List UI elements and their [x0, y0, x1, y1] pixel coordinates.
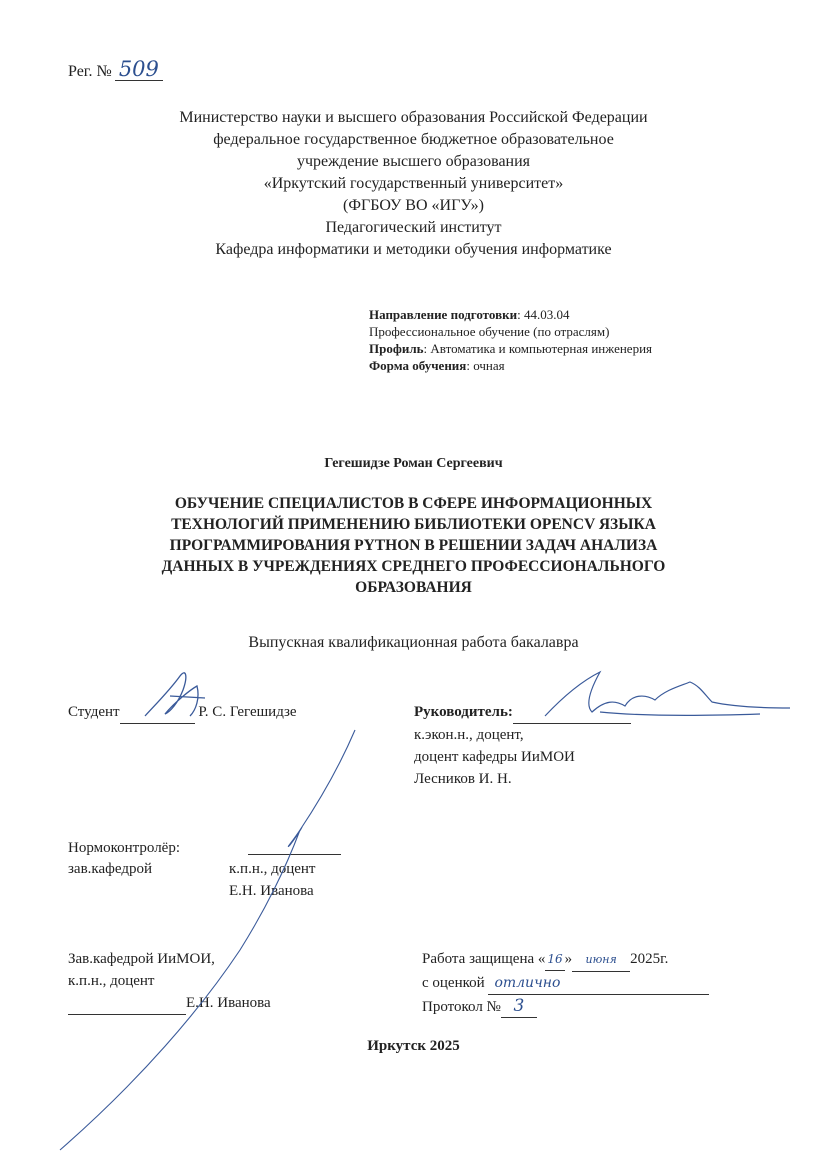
- defense-label: Работа защищена «: [422, 951, 546, 967]
- grade-label: с оценкой: [422, 975, 485, 991]
- student-line: [68, 701, 297, 724]
- protocol-number: 3: [501, 995, 537, 1018]
- thesis-title: [0, 493, 827, 598]
- direction-code: : 44.03.04: [517, 307, 570, 322]
- defense-quote-close: »: [564, 951, 573, 967]
- organization-header: [0, 107, 827, 261]
- form-value: : очная: [466, 358, 505, 373]
- defense-year: 2025г.: [630, 951, 669, 967]
- protocol-label: Протокол №: [422, 999, 501, 1015]
- normcontrol-signature: [60, 730, 355, 1150]
- normcontrol-degree: к.п.н., доцент: [229, 861, 316, 877]
- title-line: ДАННЫХ В УЧРЕЖДЕНИЯХ СРЕДНЕГО ПРОФЕССИОНАЛЬНОГО: [161, 558, 666, 575]
- profile-label: Профиль: [369, 341, 424, 356]
- org-line-university: «Иркутский государственный университет»: [263, 175, 564, 192]
- title-line: ОБУЧЕНИЕ СПЕЦИАЛИСТОВ В СФЕРЕ ИНФОРМАЦИОННЫХ: [174, 495, 653, 512]
- student-label: Студент: [68, 704, 120, 720]
- title-line: ТЕХНОЛОГИЙ ПРИМЕНЕНИЮ БИБЛИОТЕКИ OPENCV ЯЗЫКА: [171, 516, 656, 533]
- supervisor-degree: к.экон.н., доцент,: [414, 727, 524, 743]
- city-year: Иркутск 2025: [367, 1038, 460, 1054]
- head-title: Зав.кафедрой ИиМОИ,: [68, 951, 215, 967]
- student-signature-line: [120, 701, 195, 724]
- registration-handwritten-number: 509: [115, 58, 163, 81]
- head-block: [68, 948, 271, 1015]
- direction-block: [369, 306, 652, 374]
- normcontrol-signature-line: [248, 854, 341, 855]
- author-name: Гегешидзе Роман Сергеевич: [324, 456, 503, 471]
- supervisor-signature-line: [513, 701, 631, 724]
- head-degree: к.п.н., доцент: [68, 973, 155, 989]
- supervisor-block: [414, 701, 631, 790]
- defense-block: [422, 948, 709, 1018]
- org-line-department: Кафедра информатики и методики обучения информатике: [215, 241, 612, 258]
- form-label: Форма обучения: [369, 358, 467, 373]
- normcontrol-label: Нормоконтролёр:: [68, 840, 181, 856]
- supervisor-position: доцент кафедры ИиМОИ: [414, 749, 575, 765]
- direction-name: Профессиональное обучение (по отраслям): [369, 324, 610, 339]
- org-line-type: федеральное государственное бюджетное образовательное: [213, 131, 614, 148]
- defense-month: июня: [572, 949, 630, 972]
- defense-protocol-line: [422, 995, 709, 1018]
- normcontrol-position: зав.кафедрой: [68, 861, 152, 877]
- supervisor-name: Лесников И. Н.: [414, 771, 512, 787]
- defense-grade-line: [422, 972, 709, 995]
- title-line: ПРОГРАММИРОВАНИЯ PYTHON В РЕШЕНИИ ЗАДАЧ АНАЛИЗА: [169, 537, 658, 554]
- registration-label: Рег. №: [68, 63, 112, 80]
- org-line-institute: Педагогический институт: [325, 219, 502, 236]
- org-line-institution: учреждение высшего образования: [296, 153, 531, 170]
- normcontrol-name: Е.Н. Иванова: [229, 883, 314, 899]
- grade-value: отлично: [488, 972, 709, 995]
- defense-day: 16: [545, 948, 564, 971]
- direction-label: Направление подготовки: [369, 307, 518, 322]
- registration-number: [68, 58, 163, 81]
- title-line: ОБРАЗОВАНИЯ: [355, 579, 472, 596]
- org-line-ministry: Министерство науки и высшего образования Российской Федерации: [179, 109, 648, 126]
- head-signature-line: [68, 992, 186, 1015]
- defense-date-line: [422, 948, 709, 972]
- org-line-abbrev: (ФГБОУ ВО «ИГУ»): [343, 197, 484, 214]
- supervisor-label: Руководитель:: [414, 704, 513, 720]
- work-type: Выпускная квалификационная работа бакалавра: [248, 634, 579, 651]
- student-name: Р. С. Гегешидзе: [198, 704, 297, 720]
- profile-value: : Автоматика и компьютерная инженерия: [423, 341, 653, 356]
- head-name: Е.Н. Иванова: [186, 995, 271, 1011]
